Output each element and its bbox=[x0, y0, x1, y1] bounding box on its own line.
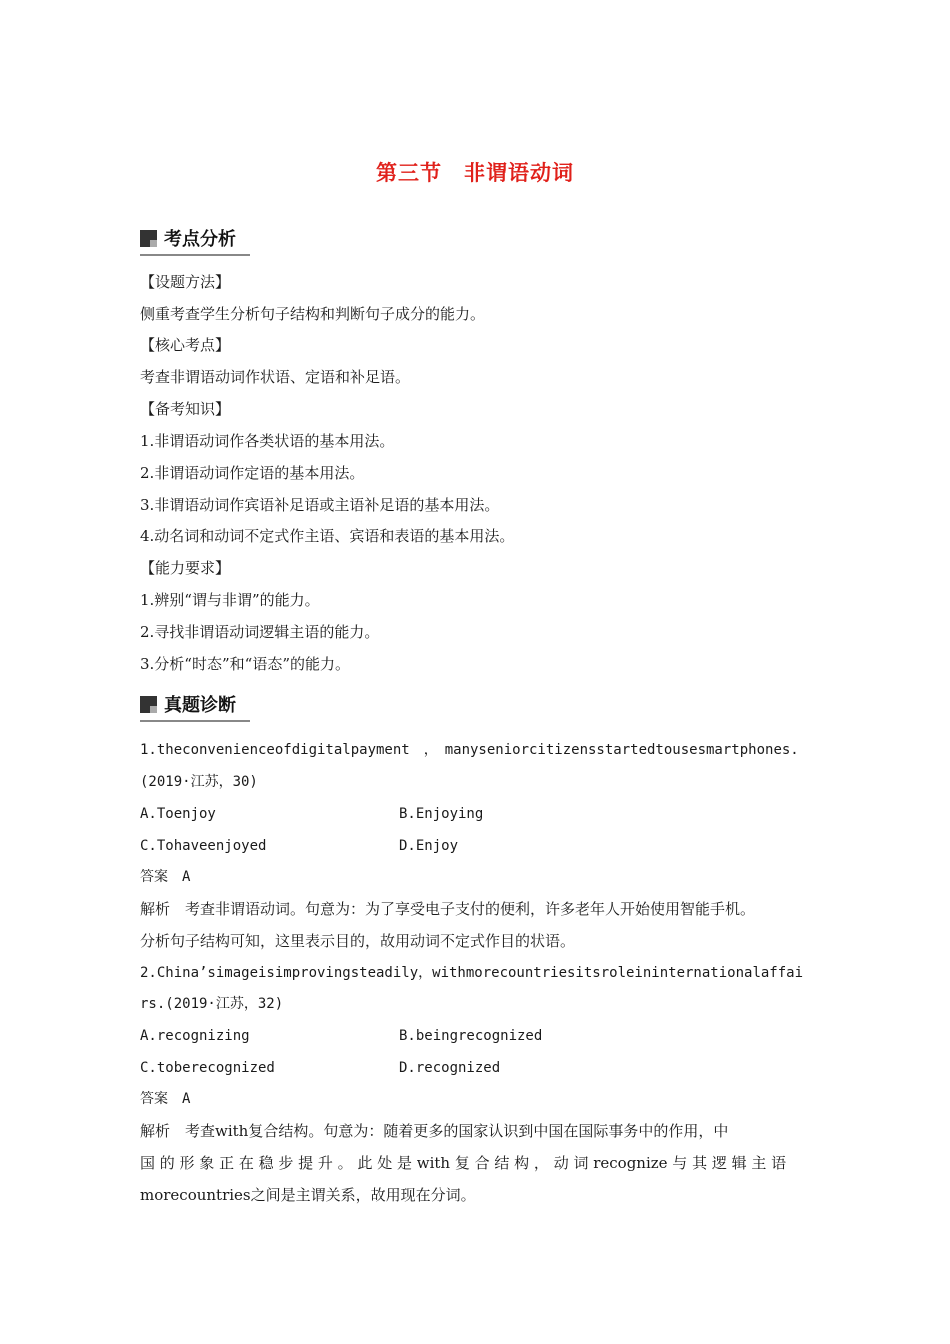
core-heading: 【核心考点】 bbox=[140, 336, 231, 354]
question-1-option-b: B.Enjoying bbox=[399, 806, 484, 822]
knowledge-item: 3.非谓语动词作宾语补足语或主语补足语的基本用法。 bbox=[140, 496, 500, 514]
section-heading-analysis bbox=[140, 223, 236, 253]
ability-item: 3.分析“时态”和“语态”的能力。 bbox=[140, 655, 350, 673]
question-2-option-c: C.toberecognized bbox=[140, 1060, 275, 1076]
question-1-stem: 1.theconvenienceofdigitalpayment ， manyseniorcitizensstartedtousesmartphones. bbox=[140, 742, 799, 758]
question-2-stem: 2.China’simageisimprovingsteadily，withmorecountriesitsroleininternationalaffai bbox=[140, 965, 804, 981]
core-text: 考查非谓语动词作状语、定语和补足语。 bbox=[140, 368, 411, 386]
section-square-icon bbox=[140, 230, 157, 247]
question-1-source: (2019·江苏，30) bbox=[140, 774, 258, 790]
question-1-answer: 答案 A bbox=[140, 869, 191, 885]
method-text: 侧重考查学生分析句子结构和判断句子成分的能力。 bbox=[140, 305, 486, 323]
question-2-option-a: A.recognizing bbox=[140, 1028, 250, 1044]
question-2-source: rs.(2019·江苏，32) bbox=[140, 996, 284, 1012]
section-underline bbox=[140, 254, 250, 256]
question-2-analysis: 解析 考查with复合结构。句意为：随着更多的国家认识到中国在国际事务中的作用，中 bbox=[140, 1122, 729, 1140]
section-square-icon bbox=[140, 696, 157, 713]
question-1-analysis: 解析 考查非谓语动词。句意为：为了享受电子支付的便利，许多老年人开始使用智能手机。 bbox=[140, 900, 756, 918]
knowledge-item: 2.非谓语动词作定语的基本用法。 bbox=[140, 464, 365, 482]
section-heading-label: 真题诊断 bbox=[164, 695, 236, 716]
section-underline bbox=[140, 720, 250, 722]
ability-item: 2.寻找非谓语动词逻辑主语的能力。 bbox=[140, 623, 380, 641]
page-title: 第三节 非谓语动词 bbox=[376, 161, 574, 185]
method-heading: 【设题方法】 bbox=[140, 273, 231, 291]
knowledge-heading: 【备考知识】 bbox=[140, 400, 231, 418]
question-2-analysis-cont: 国 的 形 象 正 在 稳 步 提 升 。 此 处 是 with 复 合 结 构 ， 动 词 recognize 与 其 逻 辑 主 语 bbox=[140, 1154, 787, 1172]
question-1-option-a: A.Toenjoy bbox=[140, 806, 216, 822]
question-1-option-d: D.Enjoy bbox=[399, 838, 459, 854]
ability-item: 1.辨别“谓与非谓”的能力。 bbox=[140, 591, 320, 609]
section-heading-label: 考点分析 bbox=[164, 229, 236, 250]
question-2-answer: 答案 A bbox=[140, 1091, 191, 1107]
knowledge-item: 4.动名词和动词不定式作主语、宾语和表语的基本用法。 bbox=[140, 527, 515, 545]
knowledge-item: 1.非谓语动词作各类状语的基本用法。 bbox=[140, 432, 395, 450]
section-heading-diagnosis bbox=[140, 689, 236, 719]
question-2-option-b: B.beingrecognized bbox=[399, 1028, 543, 1044]
question-2-option-d: D.recognized bbox=[399, 1060, 501, 1076]
question-1-option-c: C.Tohaveenjoyed bbox=[140, 838, 267, 854]
ability-heading: 【能力要求】 bbox=[140, 559, 231, 577]
question-2-analysis-cont: morecountries之间是主谓关系，故用现在分词。 bbox=[140, 1186, 476, 1204]
question-1-analysis-cont: 分析句子结构可知，这里表示目的，故用动词不定式作目的状语。 bbox=[140, 932, 576, 950]
